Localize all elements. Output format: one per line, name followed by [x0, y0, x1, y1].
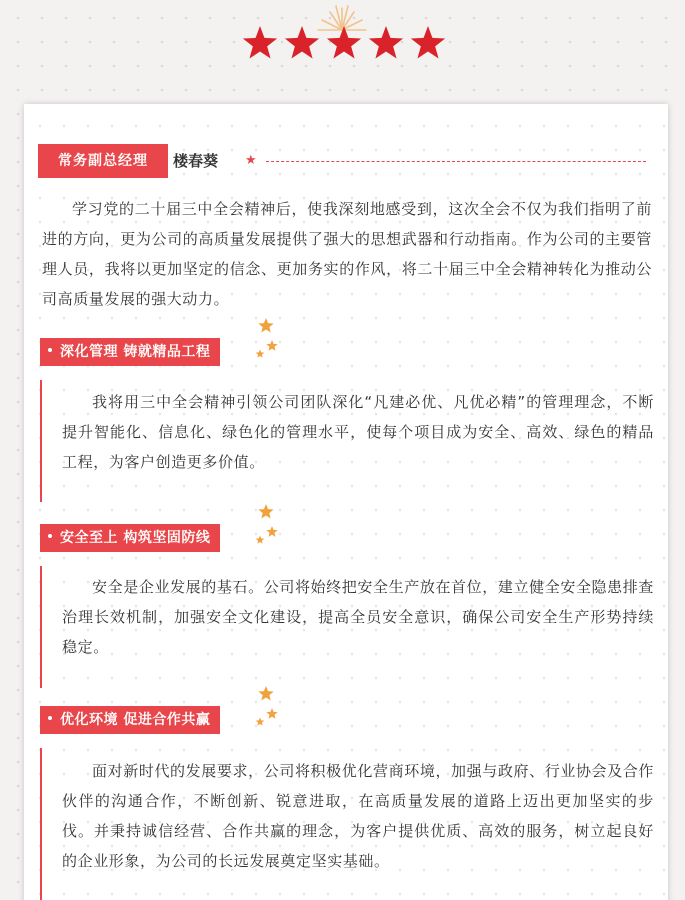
section-body-1: 我将用三中全会精神引领公司团队深化“凡建必优、凡优必精”的管理理念，不断提升智能化、信息化、绿色化的管理水平，使每个项目成为安全、高效、绿色的精品工程，为客户创造更多价值。 — [62, 393, 654, 471]
gold-star-icon — [258, 318, 273, 332]
red-star-icon — [327, 26, 361, 59]
section-line-2 — [40, 566, 42, 688]
gold-star-icon — [266, 708, 277, 719]
role-badge: 常务副总经理 — [38, 144, 168, 178]
bullet-dot-icon — [48, 534, 52, 538]
firework-icon — [318, 6, 366, 30]
gold-star-icon — [266, 340, 277, 351]
section-title-2: 安全至上 构筑坚固防线 — [40, 524, 220, 552]
gold-star-icon — [256, 536, 265, 544]
person-name: 楼春葵 — [173, 152, 219, 170]
section-body-3: 面对新时代的发展要求，公司将积极优化营商环境，加强与政府、行业协会及合作伙伴的沟通合作，不断创新、锐意进取，在高质量发展的道路上迈出更加坚实的步伐。并秉持诚信经营、合作共赢的理念，为客户提供优质、高效的服务，树立起良好的企业形象，为公司的长远发展奠定坚实基础。 — [62, 762, 654, 870]
dashed-divider — [266, 161, 646, 162]
bullet-dot-icon — [48, 716, 52, 720]
gold-star-icon — [256, 718, 265, 726]
gold-stars-icon — [252, 684, 292, 730]
section-title-3: 优化环境 促进合作共赢 — [40, 706, 220, 734]
intro-paragraph: 学习党的二十届三中全会精神后，使我深刻地感受到，这次全会不仅为我们指明了前进的方向，更为公司的高质量发展提供了强大的思想武器和行动指南。作为公司的主要管理人员，我将以更加坚定的信念、更加务实的作风，将二十届三中全会精神转化为推动公司高质量发展的强大动力。 — [42, 200, 652, 308]
star-icon: ★ — [245, 153, 257, 168]
red-star-icon — [285, 26, 319, 59]
content-card — [24, 104, 668, 900]
red-star-icon — [243, 26, 277, 59]
top-decoration — [0, 0, 685, 100]
gold-stars-icon — [252, 316, 292, 362]
red-star-icon — [369, 26, 403, 59]
bullet-dot-icon — [48, 348, 52, 352]
gold-star-icon — [256, 350, 265, 358]
section-body-2: 安全是企业发展的基石。公司将始终把安全生产放在首位，建立健全安全隐患排查治理长效机制，加强安全文化建设，提高全员安全意识，确保公司安全生产形势持续稳定。 — [62, 578, 654, 656]
gold-star-icon — [258, 686, 273, 700]
red-star-icon — [411, 26, 445, 59]
section-line-1 — [40, 380, 42, 502]
section-title-1: 深化管理 铸就精品工程 — [40, 338, 220, 366]
gold-star-icon — [258, 504, 273, 518]
section-line-3 — [40, 748, 42, 900]
gold-star-icon — [266, 526, 277, 537]
speaker-header — [38, 144, 654, 178]
gold-stars-icon — [252, 502, 292, 548]
five-stars-icon — [243, 26, 445, 59]
